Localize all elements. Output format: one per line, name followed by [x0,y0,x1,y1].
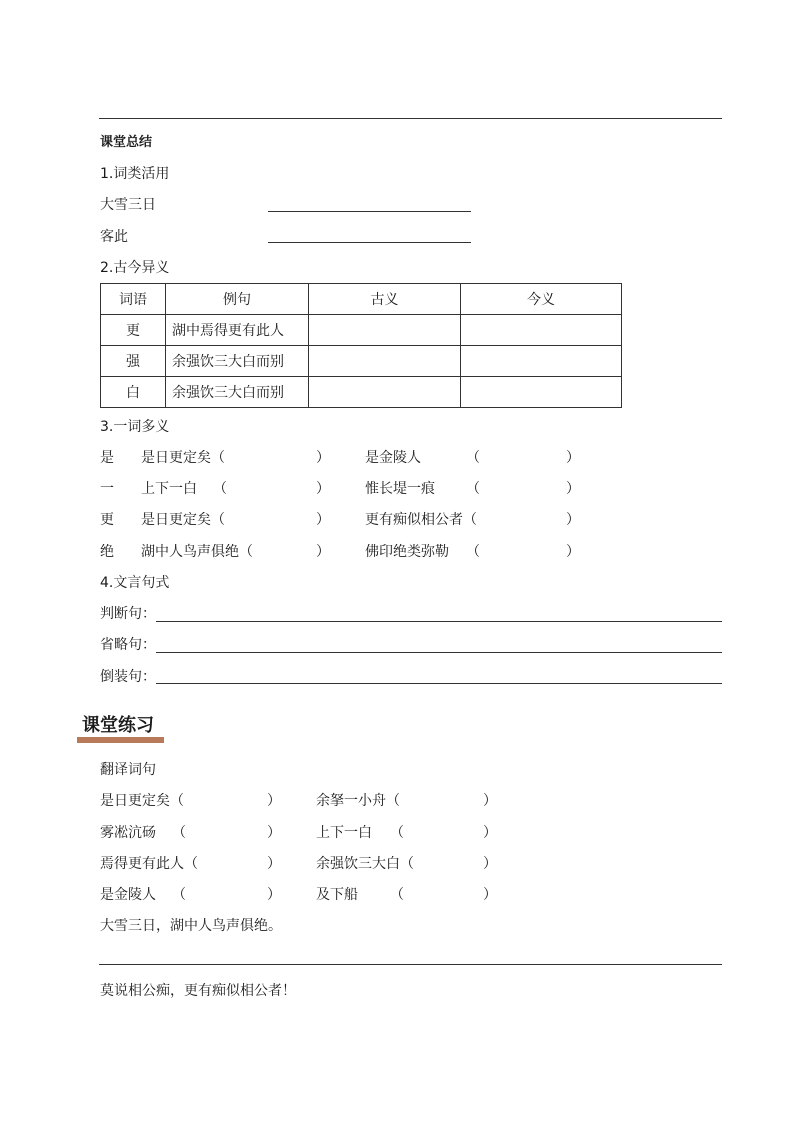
practice-left-item: 是金陵人 [100,887,156,903]
sentence-type-blank[interactable] [156,652,722,653]
open-paren: （ [172,825,186,841]
open-paren: （ [466,544,480,560]
table-row [101,315,622,346]
practice-left-item: 是日更定矣（ [100,793,184,809]
header-word: 词语 [101,284,166,315]
practice-left-item: 雾凇沆砀 [100,825,156,841]
close-paren: ） [483,856,497,872]
close-paren: ） [483,825,497,841]
polysemy-right: 更有痴似相公者（ [365,512,477,528]
close-paren: ） [316,450,330,466]
polysemy-char: 绝 [100,544,114,560]
open-paren: （ [390,887,404,903]
sentence-type-label: 判断句： [100,606,156,622]
part1-item-1: 大雪三日 [100,197,156,213]
row-modern-cell[interactable] [461,377,622,408]
sentence-type-blank[interactable] [156,621,722,622]
close-paren: ） [566,512,580,528]
part1-heading: 1.词类活用 [100,166,170,182]
open-paren: （ [390,825,404,841]
close-paren: ） [267,856,281,872]
polysemy-right: 佛印绝类弥勒 [365,544,449,560]
sentence-type-label: 倒装句： [100,669,156,685]
close-paren: ） [267,887,281,903]
sentence-type-blank[interactable] [156,683,722,684]
close-paren: ） [316,544,330,560]
polysemy-left: 湖中人鸟声俱绝（ [141,544,253,560]
open-paren: （ [466,481,480,497]
table-row [101,346,622,377]
row-sentence: 湖中焉得更有此人 [166,315,309,346]
practice-left-item: 焉得更有此人（ [100,856,198,872]
header-ancient: 古义 [309,284,461,315]
row-ancient-cell[interactable] [309,315,461,346]
polysemy-left: 是日更定矣（ [141,450,225,466]
row-word: 强 [101,346,166,377]
practice-sentence: 大雪三日，湖中人鸟声俱绝。 [100,918,282,934]
close-paren: ） [566,481,580,497]
practice-title: 课堂练习 [82,715,154,736]
practice-heading: 翻译词句 [100,762,156,778]
header-modern: 今义 [461,284,622,315]
open-paren: （ [172,887,186,903]
sentence-type-label: 省略句： [100,637,156,653]
close-paren: ） [566,450,580,466]
practice-right-item: 余拏一小舟（ [316,793,400,809]
close-paren: ） [316,481,330,497]
polysemy-left: 上下一白 [141,481,197,497]
practice-right-item: 及下船 [316,887,358,903]
polysemy-char: 更 [100,512,114,528]
part1-item-2: 客此 [100,229,128,245]
part2-heading: 2.古今异义 [100,260,170,276]
footer-divider [99,964,722,965]
polysemy-char: 一 [100,481,114,497]
practice-right-item: 上下一白 [316,825,372,841]
part1-blank-1[interactable] [268,211,471,212]
summary-title: 课堂总结 [100,135,153,150]
row-modern-cell[interactable] [461,315,622,346]
row-word: 更 [101,315,166,346]
close-paren: ） [483,887,497,903]
open-paren: （ [466,450,480,466]
part3-heading: 3.一词多义 [100,419,170,435]
close-paren: ） [316,512,330,528]
table-header-row [101,284,622,315]
row-word: 白 [101,377,166,408]
top-divider [99,118,722,119]
polysemy-char: 是 [100,450,114,466]
part1-blank-2[interactable] [268,242,471,243]
row-ancient-cell[interactable] [309,346,461,377]
row-modern-cell[interactable] [461,346,622,377]
row-ancient-cell[interactable] [309,377,461,408]
practice-right-item: 余强饮三大白（ [316,856,414,872]
row-sentence: 余强饮三大白而别 [166,346,309,377]
polysemy-right: 是金陵人 [365,450,421,466]
close-paren: ） [267,793,281,809]
open-paren: （ [213,481,227,497]
footer-quote: 莫说相公痴，更有痴似相公者！ [100,983,296,999]
polysemy-left: 是日更定矣（ [141,512,225,528]
row-sentence: 余强饮三大白而别 [166,377,309,408]
close-paren: ） [267,825,281,841]
close-paren: ） [566,544,580,560]
table-row [101,377,622,408]
polysemy-right: 惟长堤一痕 [365,481,435,497]
part4-heading: 4.文言句式 [100,575,170,591]
practice-title-bar [77,737,164,743]
close-paren: ） [483,793,497,809]
ancient-modern-meaning-table [100,283,622,408]
header-sentence: 例句 [166,284,309,315]
